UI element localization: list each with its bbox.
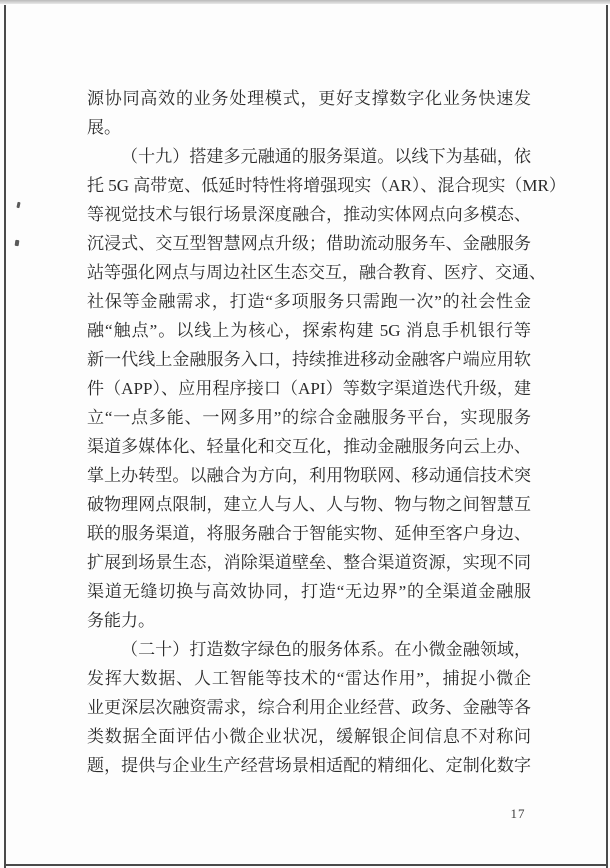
scan-speck xyxy=(15,240,20,246)
text-line: 立“一点多能、一网多用”的综合金融服务平台，实现服务 xyxy=(87,408,531,427)
page-number: 17 xyxy=(510,806,526,821)
text-line: 沉浸式、交互型智慧网点升级；借助流动服务车、金融服务 xyxy=(87,234,531,253)
text-line: 扩展到场景生态，消除渠道壁垒、整合渠道资源，实现不同 xyxy=(87,553,531,572)
text-line: 源协同高效的业务处理模式，更好支撑数字化业务快速发 xyxy=(87,89,531,108)
text-line: 渠道无缝切换与高效协同，打造“无边界”的全渠道金融服 xyxy=(87,582,531,601)
text-line: 融“触点”。以线上为核心，探索构建 5G 消息手机银行等 xyxy=(87,321,531,340)
text-line: （十九）搭建多元融通的服务渠道。以线下为基础，依 xyxy=(121,147,531,166)
scan-left-edge xyxy=(4,5,6,868)
text-line: 等视觉技术与银行场景深度融合，推动实体网点向多模态、 xyxy=(87,205,531,224)
text-line: 发挥大数据、人工智能等技术的“雷达作用”，捕捉小微企 xyxy=(87,669,531,688)
scan-speck xyxy=(16,202,20,208)
scan-bottom-edge xyxy=(4,864,608,866)
text-line: 务能力。 xyxy=(87,611,155,630)
text-line: 掌上办转型。以融合为方向，利用物联网、移动通信技术突 xyxy=(87,466,531,485)
text-line: 渠道多媒体化、轻量化和交互化，推动金融服务向云上办、 xyxy=(87,437,531,456)
text-line: 社保等金融需求，打造“多项服务只需跑一次”的社会性金 xyxy=(87,292,531,311)
text-line: 展。 xyxy=(87,118,121,137)
text-line: 破物理网点限制，建立人与人、人与物、物与物之间智慧互 xyxy=(87,495,531,514)
text-line: 站等强化网点与周边社区生态交互，融合教育、医疗、交通、 xyxy=(87,263,546,282)
text-line: 件（APP）、应用程序接口（API）等数字渠道迭代升级，建 xyxy=(87,379,531,398)
document-text-block xyxy=(87,84,566,780)
scan-right-edge xyxy=(606,5,608,868)
text-line: 新一代线上金融服务入口，持续推进移动金融客户端应用软 xyxy=(87,350,531,369)
text-line: 类数据全面评估小微企业状况，缓解银企间信息不对称问 xyxy=(87,727,531,746)
scan-top-edge xyxy=(0,0,610,4)
text-line: （二十）打造数字绿色的服务体系。在小微金融领域， xyxy=(121,640,531,659)
text-line: 联的服务渠道，将服务融合于智能实物、延伸至客户身边、 xyxy=(87,524,531,543)
text-line: 题，提供与企业生产经营场景相适配的精细化、定制化数字 xyxy=(87,756,531,775)
text-line: 业更深层次融资需求，综合利用企业经营、政务、金融等各 xyxy=(87,698,531,717)
text-line: 托 5G 高带宽、低延时特性将增强现实（AR）、混合现实（MR） xyxy=(87,176,566,195)
